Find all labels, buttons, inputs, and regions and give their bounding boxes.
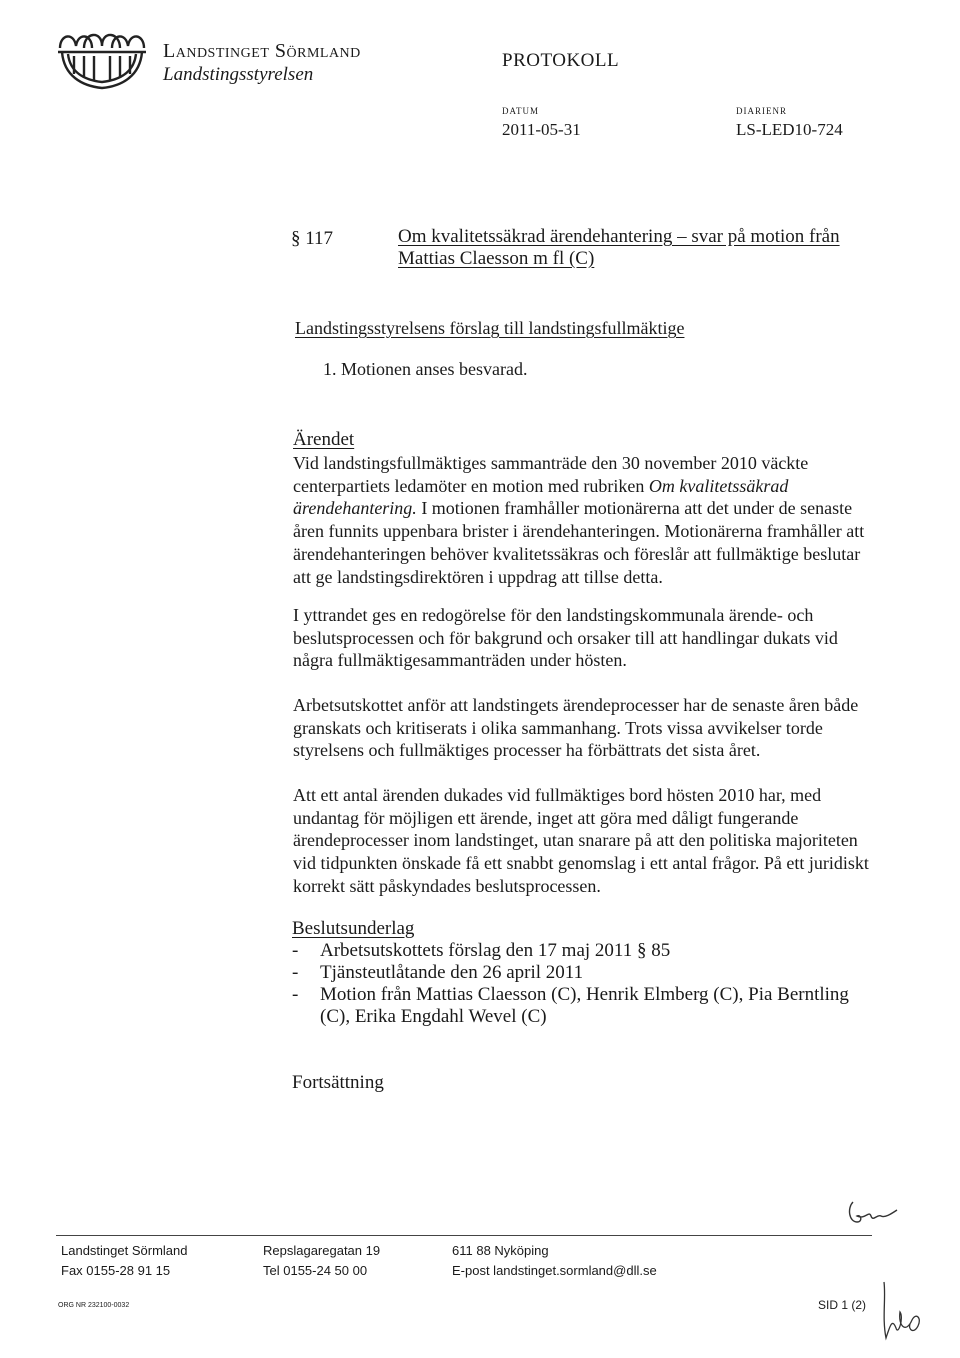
matter-paragraph-1	[293, 452, 878, 588]
matter-paragraph-4: Att ett antal ärenden dukades vid fullmäktiges bord hösten 2010 har, med undantag för möjligen ett ärende, inget att göra med dåligt fungerande ärendeprocesser inom landstinget, utan snarare på att den politiska majoriteten vid tidpunkten önskade få ett snabbt genomslag i ett antal frågor. På ett juridiskt korrekt sätt påskyndades beslutsprocessen.	[293, 785, 869, 896]
proposal-heading: Landstingsstyrelsens förslag till landstingsfullmäktige	[295, 318, 685, 338]
footer-street: Repslagaregatan 19	[263, 1243, 381, 1258]
section-title: Om kvalitetssäkrad ärendehantering – svar på motion från Mattias Claesson m fl (C)	[398, 226, 840, 269]
decision-item: 1. Motionen anses besvarad.	[323, 359, 528, 379]
date-label: DATUM	[502, 106, 540, 116]
footer-phone: Tel 0155-24 50 00	[263, 1263, 368, 1278]
list-item: - Arbetsutskottets förslag den 17 maj 2011 § 85	[292, 940, 852, 962]
registration-label: DIARIENR	[736, 106, 787, 116]
basis-item-text: Motion från Mattias Claesson (C), Henrik Elmberg (C), Pia Berntling (C), Erika Engdahl Wevel (C)	[320, 984, 849, 1027]
document-type: PROTOKOLL	[502, 50, 620, 71]
footer-divider	[56, 1235, 872, 1236]
page-number: SID 1 (2)	[818, 1298, 867, 1312]
list-item: - Tjänsteutlåtande den 26 april 2011	[292, 962, 852, 984]
organization-name: Landstinget Sörmland	[163, 40, 361, 62]
matter-paragraph-2: I yttrandet ges en redogörelse för den landstingskommunala ärende- och beslutsprocessen och för bakgrund och orsaker till att handlingar dukats vid några fullmäktigesammanträden under hösten.	[293, 605, 838, 671]
basis-item-text: Arbetsutskottets förslag den 17 maj 2011 § 85	[320, 940, 671, 961]
paragraph-1-text-end: I motionen framhåller motionärerna att det under de senaste åren funnits uppenbara brister i ärendehanteringen. Motionärerna framhåller att ärendehanteringen behöver kvalitetssäkras och föreslår att fullmäktige beslutar att ge landstingsdirektören i uppdrag att tillse detta.	[293, 498, 865, 587]
continued-label: Fortsättning	[292, 1072, 384, 1093]
paragraph-1-text-start: Vid landstingsfullmäktiges sammanträde den 30 november 2010 väckte centerpartiets ledamöter en motion med rubriken	[293, 453, 809, 496]
footer-fax: Fax 0155-28 91 15	[61, 1263, 171, 1278]
footer-organization: Landstinget Sörmland	[61, 1243, 188, 1258]
basis-item-text: Tjänsteutlåtande den 26 april 2011	[320, 962, 584, 983]
signature-initials-icon	[845, 1192, 905, 1232]
footer-city: 611 88 Nyköping	[452, 1243, 549, 1258]
document-date: 2011-05-31	[502, 120, 581, 139]
organization-logo-icon	[54, 26, 150, 96]
organization-number: ORG NR 232100-0032	[58, 1302, 130, 1309]
organization-unit: Landstingsstyrelsen	[163, 64, 314, 85]
motion-title: Om kvalitetssäkrad ärendehantering.	[293, 475, 789, 519]
signature-initials-icon	[870, 1278, 930, 1348]
matter-paragraph-3: Arbetsutskottet anför att landstingets ärendeprocesser har de senaste åren både granskats och kritiserats i olika sammanhang. Trots vissa avvikelser torde styrelsens och fullmäktiges processer ha förbättrats det sista året.	[293, 695, 859, 761]
registration-number: LS-LED10-724	[736, 120, 843, 139]
footer-email: E-post landstinget.sormland@dll.se	[452, 1263, 657, 1278]
list-item: - Motion från Mattias Claesson (C), Henrik Elmberg (C), Pia Berntling (C), Erika Engdahl Wevel (C)	[292, 984, 849, 1027]
basis-heading: Beslutsunderlag	[292, 918, 415, 939]
section-number: § 117	[291, 228, 334, 249]
matter-heading: Ärendet	[293, 429, 355, 450]
